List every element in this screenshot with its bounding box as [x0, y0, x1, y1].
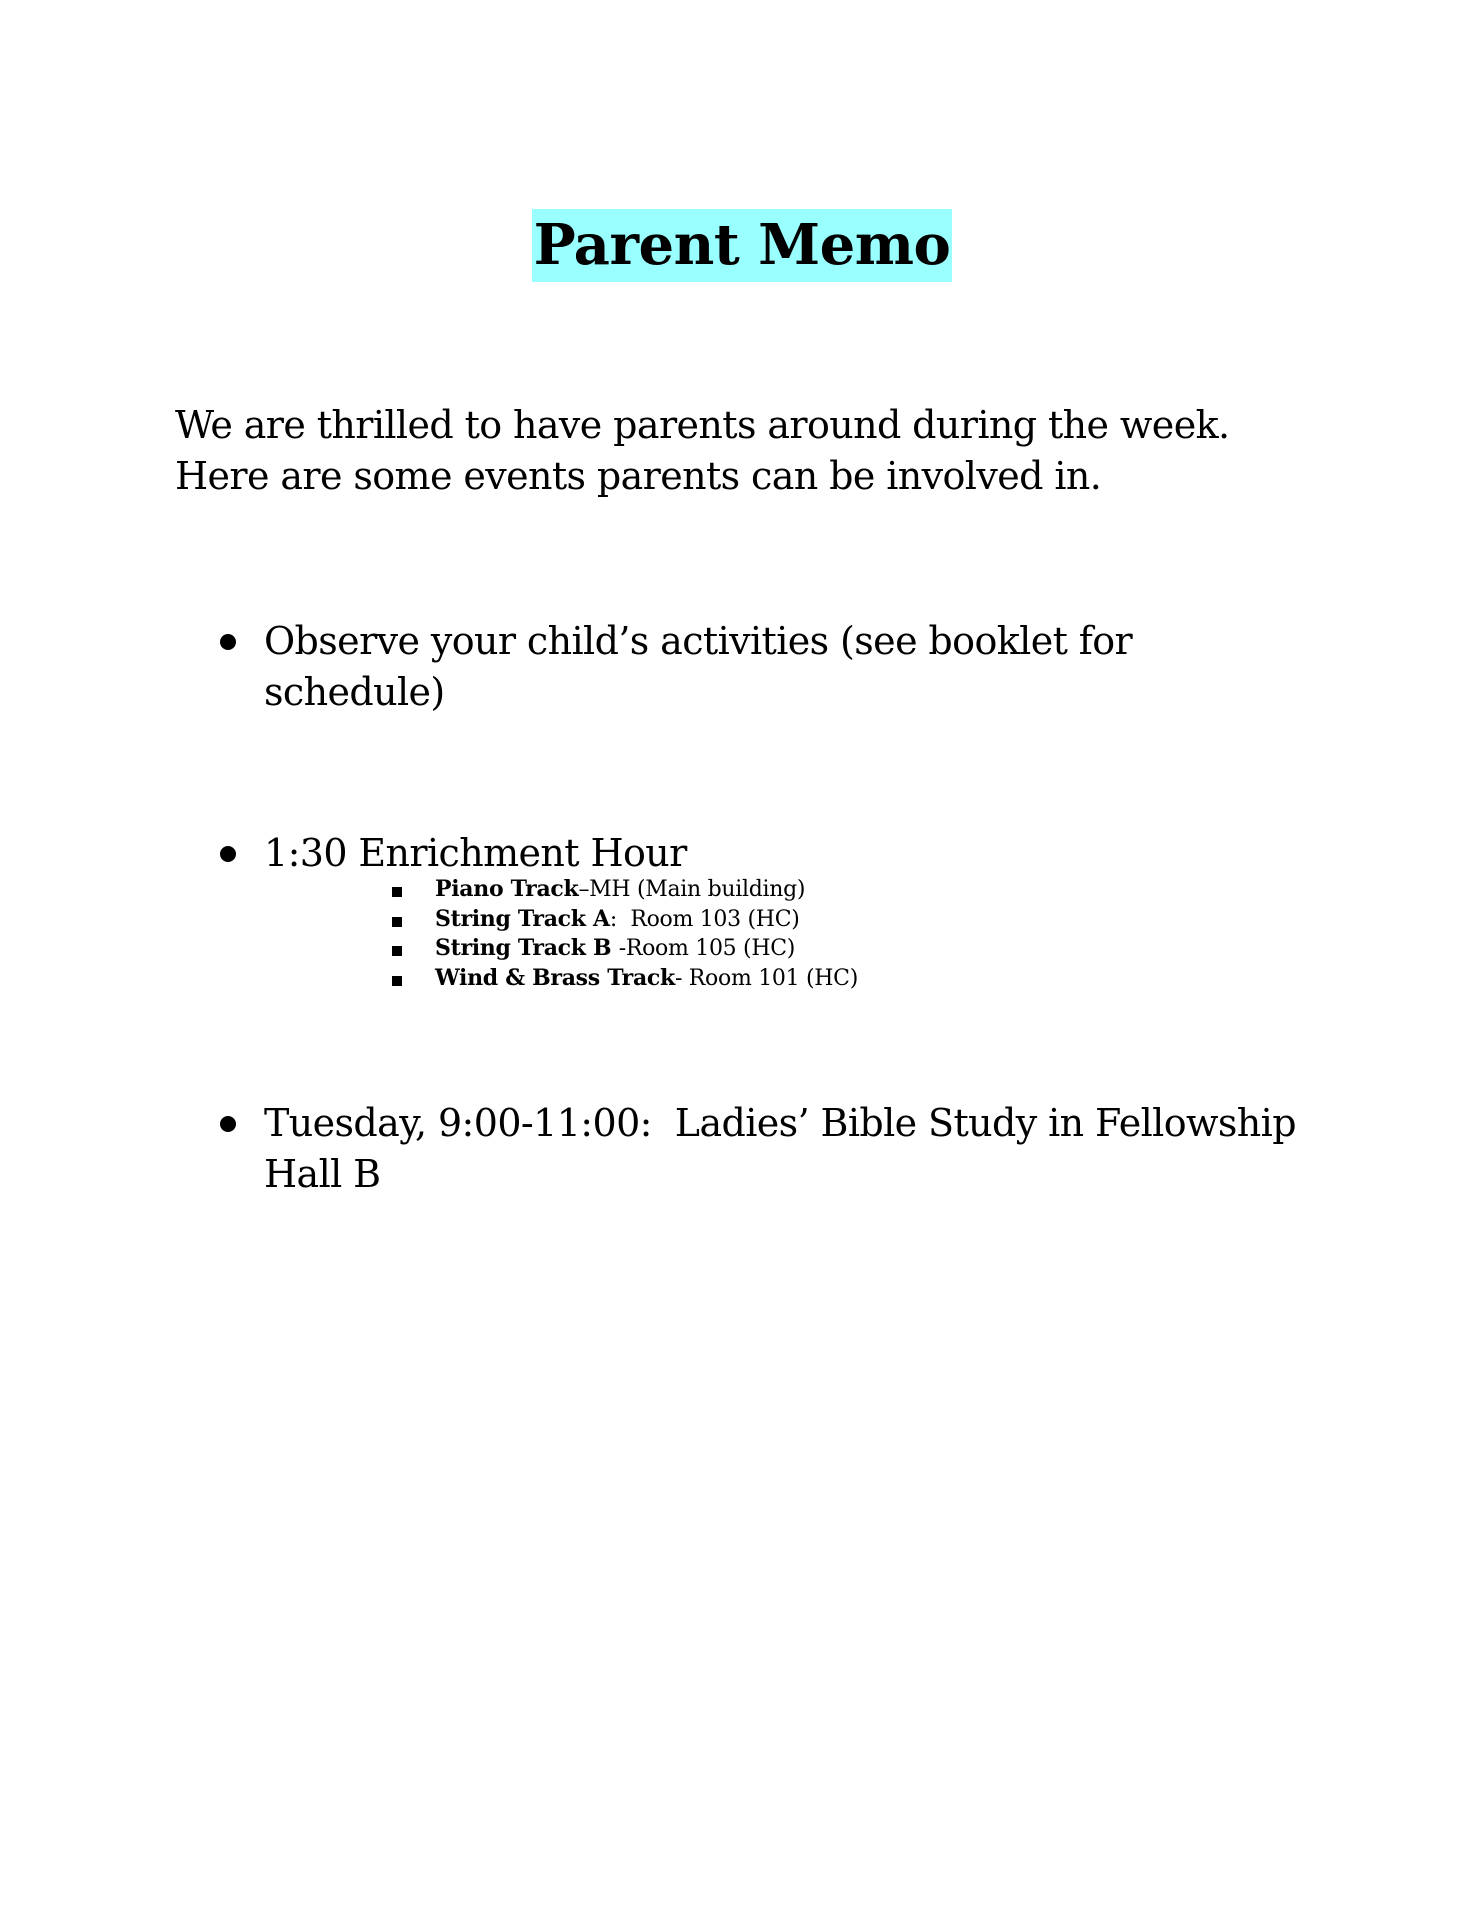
track-location: - Room 101 (HC) [674, 965, 858, 991]
track-location: : Room 103 (HC) [609, 906, 800, 932]
track-item-piano [392, 875, 858, 905]
event-text [264, 616, 1400, 718]
track-name: String Track B [435, 935, 619, 961]
track-name: String Track A [435, 905, 610, 932]
event-enrichment-hour [220, 828, 1400, 879]
square-bullet-icon [392, 917, 402, 927]
event-observe-activities [220, 616, 1400, 718]
event-line: schedule) [264, 670, 445, 714]
square-bullet-icon [392, 976, 402, 986]
event-bible-study [220, 1098, 1400, 1200]
track-name: Wind & Brass Track [435, 964, 675, 991]
intro-line: We are thrilled to have parents around during the week. [175, 403, 1230, 447]
track-location: –MH (Main building) [578, 877, 806, 902]
event-line: Tuesday, 9:00-11:00: Ladies’ Bible Study in Fellowship [264, 1101, 1296, 1145]
bullet-dot-icon [220, 634, 236, 650]
track-name: Piano Track [435, 876, 579, 902]
bullet-dot-icon [220, 1116, 236, 1132]
track-item-string-b [392, 934, 858, 964]
track-item-string-a [392, 905, 858, 935]
title-container [0, 209, 1484, 282]
event-line: Hall B [264, 1152, 381, 1196]
event-line: Observe your child’s activities (see booklet for [264, 619, 1133, 663]
track-location: -Room 105 (HC) [618, 936, 796, 961]
square-bullet-icon [392, 887, 402, 897]
bullet-dot-icon [220, 846, 236, 862]
intro-line: Here are some events parents can be involved in. [175, 454, 1102, 498]
intro-paragraph [175, 400, 1355, 502]
event-text [264, 828, 1400, 879]
event-line: 1:30 Enrichment Hour [264, 831, 687, 875]
track-item-wind-brass [392, 964, 858, 994]
event-text [264, 1098, 1400, 1200]
memo-title: Parent Memo [532, 209, 953, 282]
enrichment-track-list [392, 875, 858, 993]
square-bullet-icon [392, 946, 402, 956]
